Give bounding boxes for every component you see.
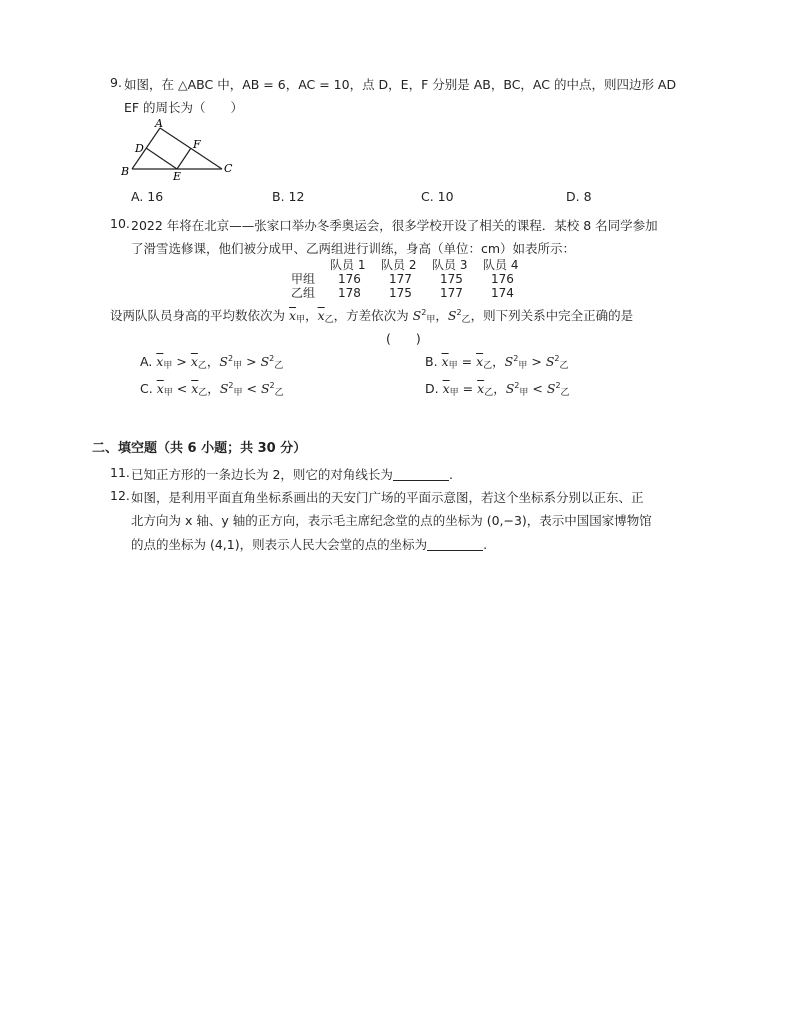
mean-symbol: $\overline{x}$ bbox=[190, 354, 198, 369]
variance-symbol: S bbox=[219, 381, 229, 396]
q10-text-line1: 2022 年将在北京——张家口举办冬季奥运会，很多学校开设了相关的课程．某校 8 名同学参加 bbox=[131, 218, 658, 233]
triangle-figure bbox=[118, 118, 238, 180]
q10-number: 10. bbox=[110, 216, 130, 231]
variance-symbol: S bbox=[545, 354, 555, 369]
table-cell: 175 bbox=[389, 286, 412, 300]
answer-blank[interactable] bbox=[393, 468, 449, 481]
mean-symbol: $\overline{x}$ bbox=[191, 381, 199, 396]
table-row-label: 甲组 bbox=[291, 272, 316, 286]
table-cell: 174 bbox=[491, 286, 514, 300]
mean-symbol: $\overline{x}$ bbox=[317, 308, 325, 323]
option-letter: C. bbox=[140, 381, 153, 396]
sub-label: 乙 bbox=[274, 361, 284, 371]
sq-label: 2 bbox=[555, 381, 561, 390]
table-cell: 178 bbox=[338, 286, 361, 300]
sq-label: 2 bbox=[421, 308, 427, 317]
q10-text-part: 设两队队员身高的平均数依次为 bbox=[110, 308, 286, 323]
variance-symbol: S bbox=[546, 381, 556, 396]
q9-option-d[interactable]: D. 8 bbox=[566, 189, 592, 204]
q10-text-part: ，方差依次为 bbox=[333, 308, 409, 323]
sub-label: 甲 bbox=[518, 361, 528, 371]
option-letter: A. bbox=[140, 354, 153, 369]
relation-symbol: > bbox=[176, 354, 187, 369]
q10-option-d[interactable]: D. $\overline{x}_甲 = \overline{x}_乙$，$S^2_甲 < S^2_乙$ bbox=[425, 381, 570, 398]
sq-label: 2 bbox=[269, 354, 275, 363]
table-cell: 177 bbox=[440, 286, 463, 300]
q12-text-line3 bbox=[131, 535, 487, 553]
q9-option-a[interactable]: A. 16 bbox=[131, 189, 164, 204]
variance-symbol: S bbox=[260, 354, 270, 369]
mean-symbol: $\overline{x}$ bbox=[156, 354, 164, 369]
q9-number: 9. bbox=[110, 75, 122, 90]
label-c: C bbox=[224, 162, 233, 175]
sq-label: 2 bbox=[228, 381, 234, 390]
q9-text-line1: 如图，在 △ABC 中，AB = 6，AC = 10，点 D，E，F 分别是 AB，BC，AC 的中点，则四边形 AD bbox=[124, 77, 677, 92]
relation-symbol: = bbox=[461, 354, 473, 369]
q9-option-b[interactable]: B. 12 bbox=[272, 189, 305, 204]
relation-symbol: < bbox=[532, 381, 543, 396]
sq-label: 2 bbox=[228, 354, 234, 363]
table-header: 队员 4 bbox=[483, 258, 519, 272]
section-title: 二、填空题（共 6 小题；共 30 分） bbox=[92, 441, 307, 456]
sub-label: 乙 bbox=[484, 388, 494, 398]
q11-text bbox=[131, 465, 453, 483]
q12-number: 12. bbox=[110, 488, 130, 503]
sub-label: 乙 bbox=[560, 388, 570, 398]
q12-text-line2: 北方向为 x 轴、y 轴的正方向，表示毛主席纪念堂的点的坐标为 (0,−3)，表示中国国家博物馆 bbox=[131, 513, 652, 528]
q10-option-b[interactable]: B. $\overline{x}_甲 = \overline{x}_乙$，$S^2_甲 > S^2_乙$ bbox=[425, 354, 569, 371]
sub-label: 乙 bbox=[324, 315, 334, 325]
q10-answer-bracket: ( ) bbox=[386, 331, 421, 346]
sub-label: 甲 bbox=[163, 361, 173, 371]
q10-text-line2: 了滑雪选修课，他们被分成甲、乙两组进行训练，身高（单位：cm）如表所示： bbox=[131, 241, 576, 256]
q10-option-a[interactable]: A. $\overline{x}_甲 > \overline{x}_乙$，$S^2_甲 > S^2_乙$ bbox=[140, 354, 284, 371]
variance-symbol: S bbox=[505, 381, 515, 396]
q11-text-part: 已知正方形的一条边长为 2，则它的对角线长为 bbox=[131, 467, 393, 482]
mean-symbol: $\overline{x}$ bbox=[156, 381, 164, 396]
variance-symbol: S bbox=[260, 381, 270, 396]
label-a: A bbox=[155, 118, 163, 130]
relation-symbol: < bbox=[176, 381, 188, 396]
table-cell: 175 bbox=[440, 272, 463, 286]
table-header: 队员 1 bbox=[330, 258, 366, 272]
sub-label: 甲 bbox=[163, 388, 173, 398]
q9-option-c[interactable]: C. 10 bbox=[421, 189, 454, 204]
sub-label: 乙 bbox=[198, 388, 208, 398]
relation-symbol: > bbox=[246, 354, 257, 369]
sub-label: 甲 bbox=[426, 315, 436, 325]
answer-blank[interactable] bbox=[427, 538, 483, 551]
q11-number: 11. bbox=[110, 465, 130, 480]
label-f: F bbox=[193, 138, 201, 151]
sub-label: 甲 bbox=[233, 388, 243, 398]
label-d: D bbox=[135, 142, 144, 155]
option-letter: B. bbox=[425, 354, 438, 369]
sub-label: 甲 bbox=[449, 388, 459, 398]
table-header: 队员 2 bbox=[381, 258, 417, 272]
mean-symbol: $\overline{x}$ bbox=[442, 381, 450, 396]
label-e: E bbox=[173, 170, 182, 180]
sq-label: 2 bbox=[269, 381, 275, 390]
q10-text-part: ，则下列关系中完全正确的是 bbox=[470, 308, 634, 323]
relation-symbol: > bbox=[531, 354, 542, 369]
mean-symbol: $\overline{x}$ bbox=[477, 381, 485, 396]
table-cell: 176 bbox=[338, 272, 361, 286]
sub-label: 甲 bbox=[519, 388, 529, 398]
sub-label: 乙 bbox=[559, 361, 569, 371]
variance-symbol: S bbox=[219, 354, 228, 369]
sq-label: 2 bbox=[456, 308, 462, 317]
sub-label: 乙 bbox=[483, 361, 493, 371]
q10-text-line3: 设两队队员身高的平均数依次为 $\overline{x}_甲$，$\overline{x}_乙$，方差依次为 $S^2_甲$，$S^2_乙$，则下列关系中完全正确的是 bbox=[110, 308, 634, 325]
option-letter: D. bbox=[425, 381, 439, 396]
variance-symbol: S bbox=[412, 308, 422, 323]
table-row-label: 乙组 bbox=[291, 286, 316, 300]
mean-symbol: $\overline{x}$ bbox=[289, 308, 297, 323]
relation-symbol: = bbox=[462, 381, 474, 396]
q12-text-line1: 如图，是利用平面直角坐标系画出的天安门广场的平面示意图，若这个坐标系分别以正东、正 bbox=[131, 490, 644, 505]
q12-text-part: 的点的坐标为 (4,1)，则表示人民大会堂的点的坐标为 bbox=[131, 537, 428, 552]
variance-symbol: S bbox=[447, 308, 457, 323]
sub-label: 乙 bbox=[197, 361, 207, 371]
q9-text-line2: EF 的周长为（ ） bbox=[124, 100, 244, 115]
q10-option-c[interactable]: C. $\overline{x}_甲 < \overline{x}_乙$，$S^2_甲 < S^2_乙$ bbox=[140, 381, 284, 398]
table-header: 队员 3 bbox=[432, 258, 468, 272]
label-b: B bbox=[121, 165, 130, 178]
sub-label: 乙 bbox=[461, 315, 471, 325]
sub-label: 乙 bbox=[274, 388, 284, 398]
variance-symbol: S bbox=[504, 354, 514, 369]
q12-end: . bbox=[483, 537, 488, 552]
mean-symbol: $\overline{x}$ bbox=[441, 354, 449, 369]
sub-label: 甲 bbox=[448, 361, 458, 371]
mean-symbol: $\overline{x}$ bbox=[476, 354, 484, 369]
sq-label: 2 bbox=[514, 381, 520, 390]
sq-label: 2 bbox=[554, 354, 560, 363]
sq-label: 2 bbox=[513, 354, 519, 363]
q11-end: . bbox=[448, 467, 453, 482]
relation-symbol: < bbox=[246, 381, 257, 396]
sub-label: 甲 bbox=[296, 315, 306, 325]
sub-label: 甲 bbox=[233, 361, 243, 371]
segment-ef bbox=[177, 148, 191, 169]
table-cell: 176 bbox=[491, 272, 514, 286]
table-cell: 177 bbox=[389, 272, 412, 286]
segment-de bbox=[146, 148, 177, 169]
